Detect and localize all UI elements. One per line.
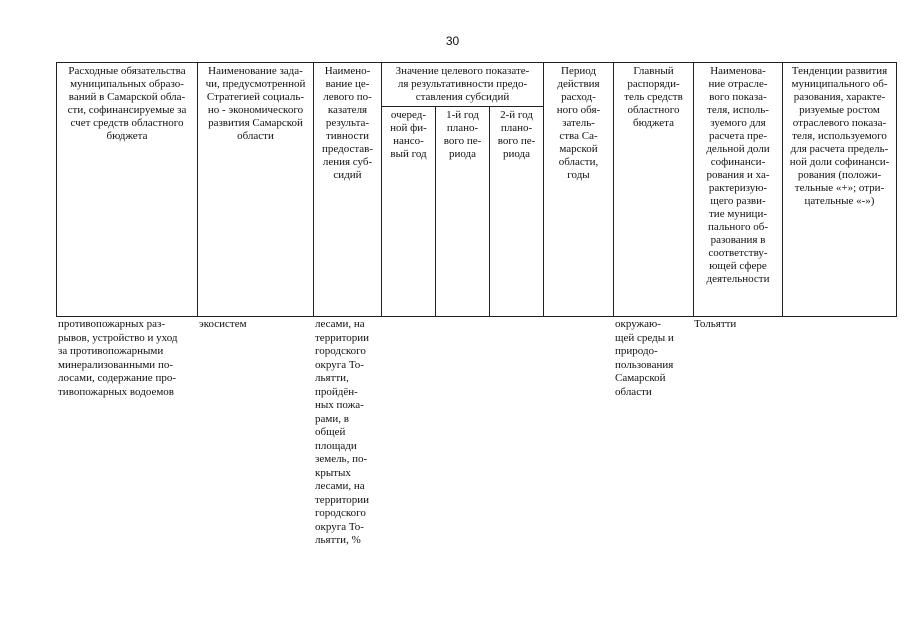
body-industry-indicator: Тольятти [694,318,737,330]
header-planning-year-2: 2-й год плано- вого пе- риода [490,107,544,317]
header-target-indicator-name: Наимено- вание це- левого по- казателя результа- тивности предостав- ления суб- сидий [314,63,382,317]
page-number: 30 [445,34,460,48]
header-chief-administrator: Главный распоряди- тель средств областного бюджета [614,63,694,317]
table-header [56,62,897,317]
header-expense-obligations: Расходные обязательства муниципальных образо- ваний в Самарской обла- сти, софинансируемые за счет средств областного бюджета [57,63,198,317]
header-target-indicator-value: Значение целевого показате- ля результативности предо- ставления субсидий [382,63,544,107]
header-planning-year-1: 1-й год плано- вого пе- риода [436,107,490,317]
header-obligation-period: Период действия расход- ного обя- затель- ства Са- марской области, годы [544,63,614,317]
header-development-trends: Тенденции развития муниципального об- разования, характе- ризуемые ростом отраслевого показа- теля, используемого для расчета предель- ной доли софинанси- рования (положи- тельные «+»; отри- цательные «-») [783,63,897,317]
body-target-indicator-name: лесами, на территории городского округа То- льятти, пройдён- ных пожа- рами, в общей площади земель, по- крытых лесами, на территории городского округа То- льятти, % [315,318,370,546]
header-next-fiscal-year: очеред- ной фи- нансо- вый год [382,107,436,317]
header-industry-indicator: Наименова- ние отрасле- вого показа- теля, исполь- зуемого для расчета пре- дельной доли софинанси- рования и ха- рактеризую- щего разви- тие муници- пального об- разования в соответству- ющей сфере деятельности [694,63,783,317]
body-expense-obligations: противопожарных раз- рывов, устройство и уход за противопожарными минерализованными по- лосами, содержание про- тивопожарных водоемов [58,318,178,398]
header-strategy-task: Наименование зада- чи, предусмотренной Стратегией социаль- но - экономического развития Самарской области [198,63,314,317]
body-chief-administrator: окружаю- щей среды и природо- пользования Самарской области [615,318,674,398]
body-strategy-task: экосистем [199,318,247,330]
